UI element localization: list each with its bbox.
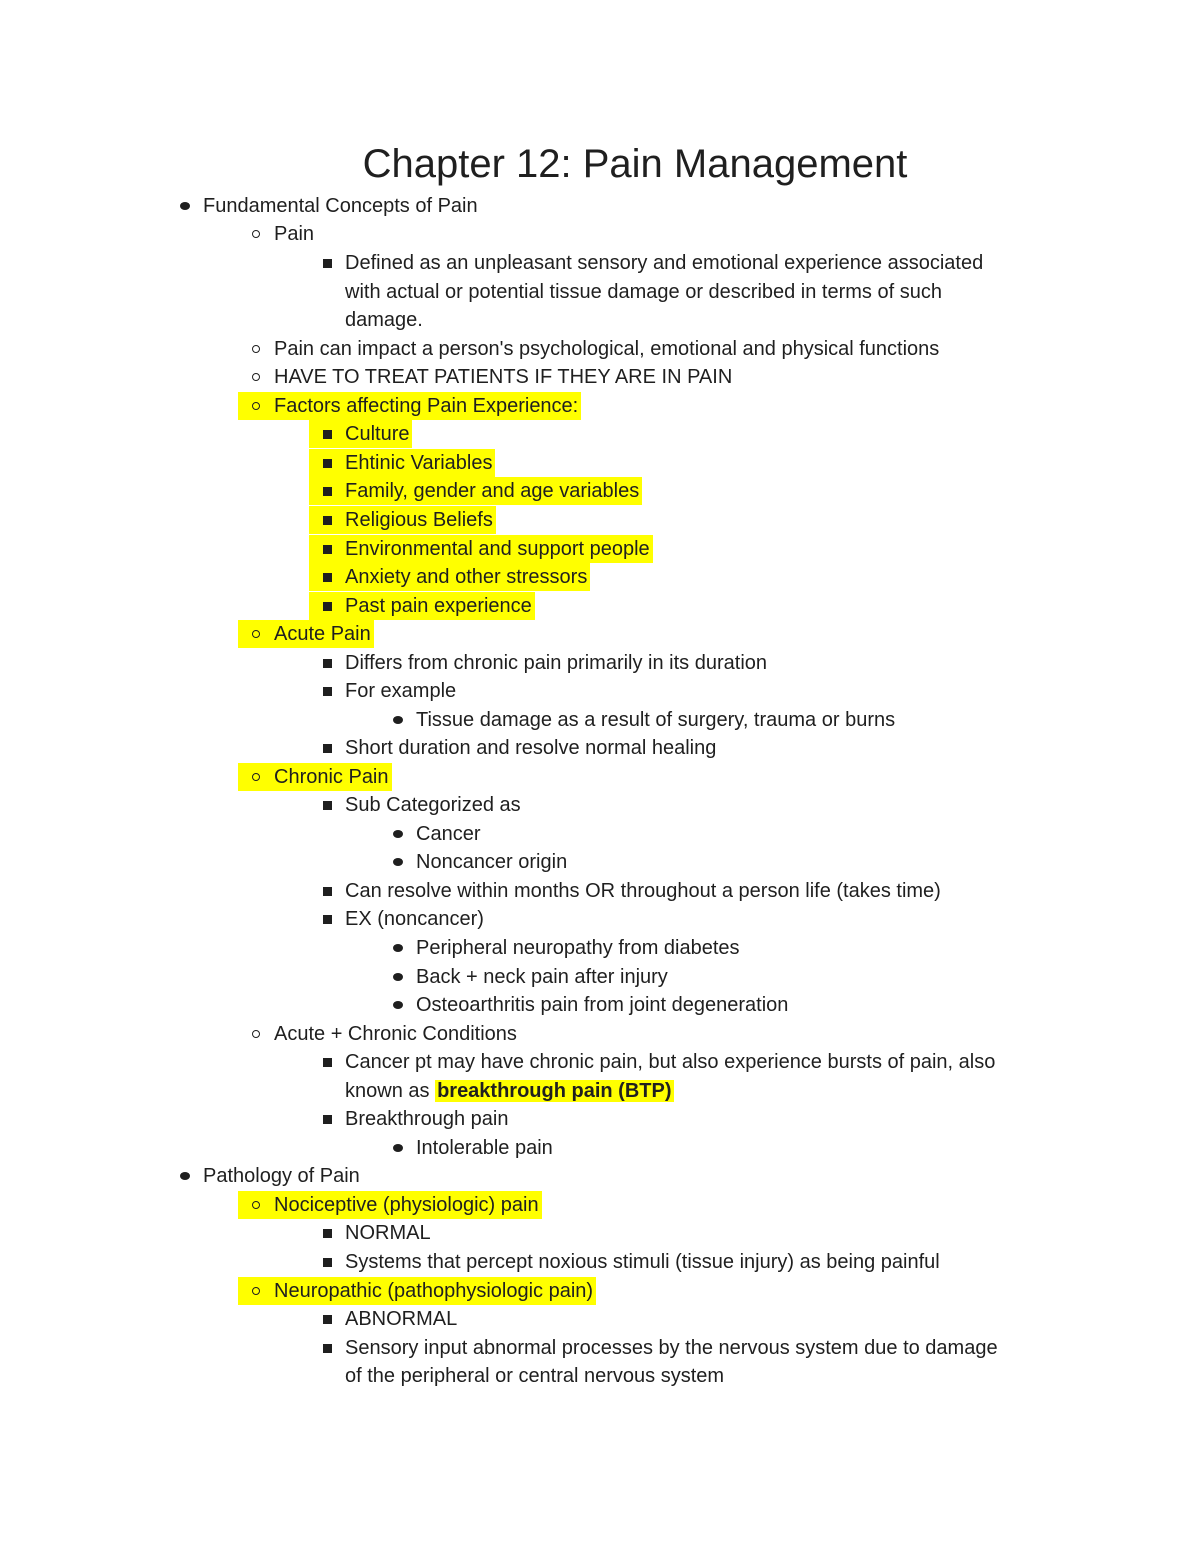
list-item: Back + neck pain after injury — [380, 963, 671, 991]
square-bullet-icon — [309, 1315, 345, 1324]
list-item-highlighted: Family, gender and age variables — [309, 477, 642, 505]
list-item-continuation: with actual or potential tissue damage or described in terms of such — [345, 281, 942, 303]
list-item: Sub Categorized as — [309, 791, 524, 819]
filled-bullet-icon — [167, 202, 203, 210]
square-bullet-icon — [309, 602, 345, 611]
list-item-highlighted: Nociceptive (physiologic) pain — [238, 1191, 542, 1219]
list-item-highlighted: Chronic Pain — [238, 763, 392, 791]
list-item: EX (noncancer) — [309, 905, 487, 933]
list-item-continuation: known as breakthrough pain (BTP) — [345, 1080, 672, 1102]
list-item: Pathology of Pain — [167, 1162, 363, 1190]
filled-bullet-icon — [380, 973, 416, 981]
square-bullet-icon — [309, 887, 345, 896]
list-item: Systems that percept noxious stimuli (tissue injury) as being painful — [309, 1248, 943, 1276]
filled-bullet-icon — [380, 830, 416, 838]
hollow-bullet-icon — [238, 345, 274, 353]
list-item: NORMAL — [309, 1219, 434, 1247]
list-item-highlighted: Anxiety and other stressors — [309, 563, 590, 591]
list-item: Pain can impact a person's psychological, emotional and physical functions — [238, 335, 942, 363]
hollow-bullet-icon — [238, 1030, 274, 1038]
list-item-highlighted: Religious Beliefs — [309, 506, 496, 534]
hollow-bullet-icon — [238, 230, 274, 238]
square-bullet-icon — [309, 459, 345, 468]
square-bullet-icon — [309, 516, 345, 525]
hollow-bullet-icon — [238, 1287, 274, 1295]
list-item-highlighted: Ehtinic Variables — [309, 449, 495, 477]
filled-bullet-icon — [380, 716, 416, 724]
list-item: Osteoarthritis pain from joint degeneration — [380, 991, 791, 1019]
square-bullet-icon — [309, 430, 345, 439]
hollow-bullet-icon — [238, 1201, 274, 1209]
hollow-bullet-icon — [238, 630, 274, 638]
key-term-highlight: breakthrough pain (BTP) — [437, 1080, 672, 1102]
list-item: Noncancer origin — [380, 848, 570, 876]
list-item: Pain — [238, 220, 317, 248]
square-bullet-icon — [309, 915, 345, 924]
filled-bullet-icon — [380, 858, 416, 866]
square-bullet-icon — [309, 1344, 345, 1353]
list-item: Acute + Chronic Conditions — [238, 1020, 520, 1048]
filled-bullet-icon — [380, 944, 416, 952]
square-bullet-icon — [309, 1115, 345, 1124]
square-bullet-icon — [309, 1258, 345, 1267]
list-item-highlighted: Environmental and support people — [309, 535, 653, 563]
list-item: Cancer pt may have chronic pain, but also experience bursts of pain, also — [309, 1048, 998, 1076]
square-bullet-icon — [309, 573, 345, 582]
list-item: ABNORMAL — [309, 1305, 460, 1333]
list-item-highlighted: Culture — [309, 420, 412, 448]
filled-bullet-icon — [380, 1144, 416, 1152]
hollow-bullet-icon — [238, 773, 274, 781]
square-bullet-icon — [309, 1058, 345, 1067]
list-item: For example — [309, 677, 459, 705]
list-item: Differs from chronic pain primarily in its duration — [309, 649, 770, 677]
list-item: Cancer — [380, 820, 483, 848]
list-item: Fundamental Concepts of Pain — [167, 192, 481, 220]
page-title: Chapter 12: Pain Management — [362, 142, 908, 186]
list-item-continuation: of the peripheral or central nervous system — [345, 1365, 725, 1387]
list-item-highlighted: Acute Pain — [238, 620, 374, 648]
list-item-highlighted: Factors affecting Pain Experience: — [238, 392, 581, 420]
filled-bullet-icon — [380, 1001, 416, 1009]
list-item: Sensory input abnormal processes by the nervous system due to damage — [309, 1334, 1001, 1362]
hollow-bullet-icon — [238, 402, 274, 410]
list-item-highlighted: Neuropathic (pathophysiologic pain) — [238, 1277, 596, 1305]
list-item: Peripheral neuropathy from diabetes — [380, 934, 743, 962]
square-bullet-icon — [309, 1229, 345, 1238]
hollow-bullet-icon — [238, 373, 274, 381]
square-bullet-icon — [309, 659, 345, 668]
square-bullet-icon — [309, 259, 345, 268]
list-item: Can resolve within months OR throughout a person life (takes time) — [309, 877, 944, 905]
list-item: Tissue damage as a result of surgery, trauma or burns — [380, 706, 898, 734]
square-bullet-icon — [309, 687, 345, 696]
list-item: Short duration and resolve normal healing — [309, 734, 719, 762]
filled-bullet-icon — [167, 1172, 203, 1180]
list-item: Defined as an unpleasant sensory and emotional experience associated — [309, 249, 986, 277]
square-bullet-icon — [309, 487, 345, 496]
square-bullet-icon — [309, 801, 345, 810]
list-item: Intolerable pain — [380, 1134, 556, 1162]
list-item: Breakthrough pain — [309, 1105, 511, 1133]
list-item: HAVE TO TREAT PATIENTS IF THEY ARE IN PAIN — [238, 363, 735, 391]
list-item-continuation: damage. — [345, 309, 423, 331]
square-bullet-icon — [309, 545, 345, 554]
square-bullet-icon — [309, 744, 345, 753]
list-item-highlighted: Past pain experience — [309, 592, 535, 620]
